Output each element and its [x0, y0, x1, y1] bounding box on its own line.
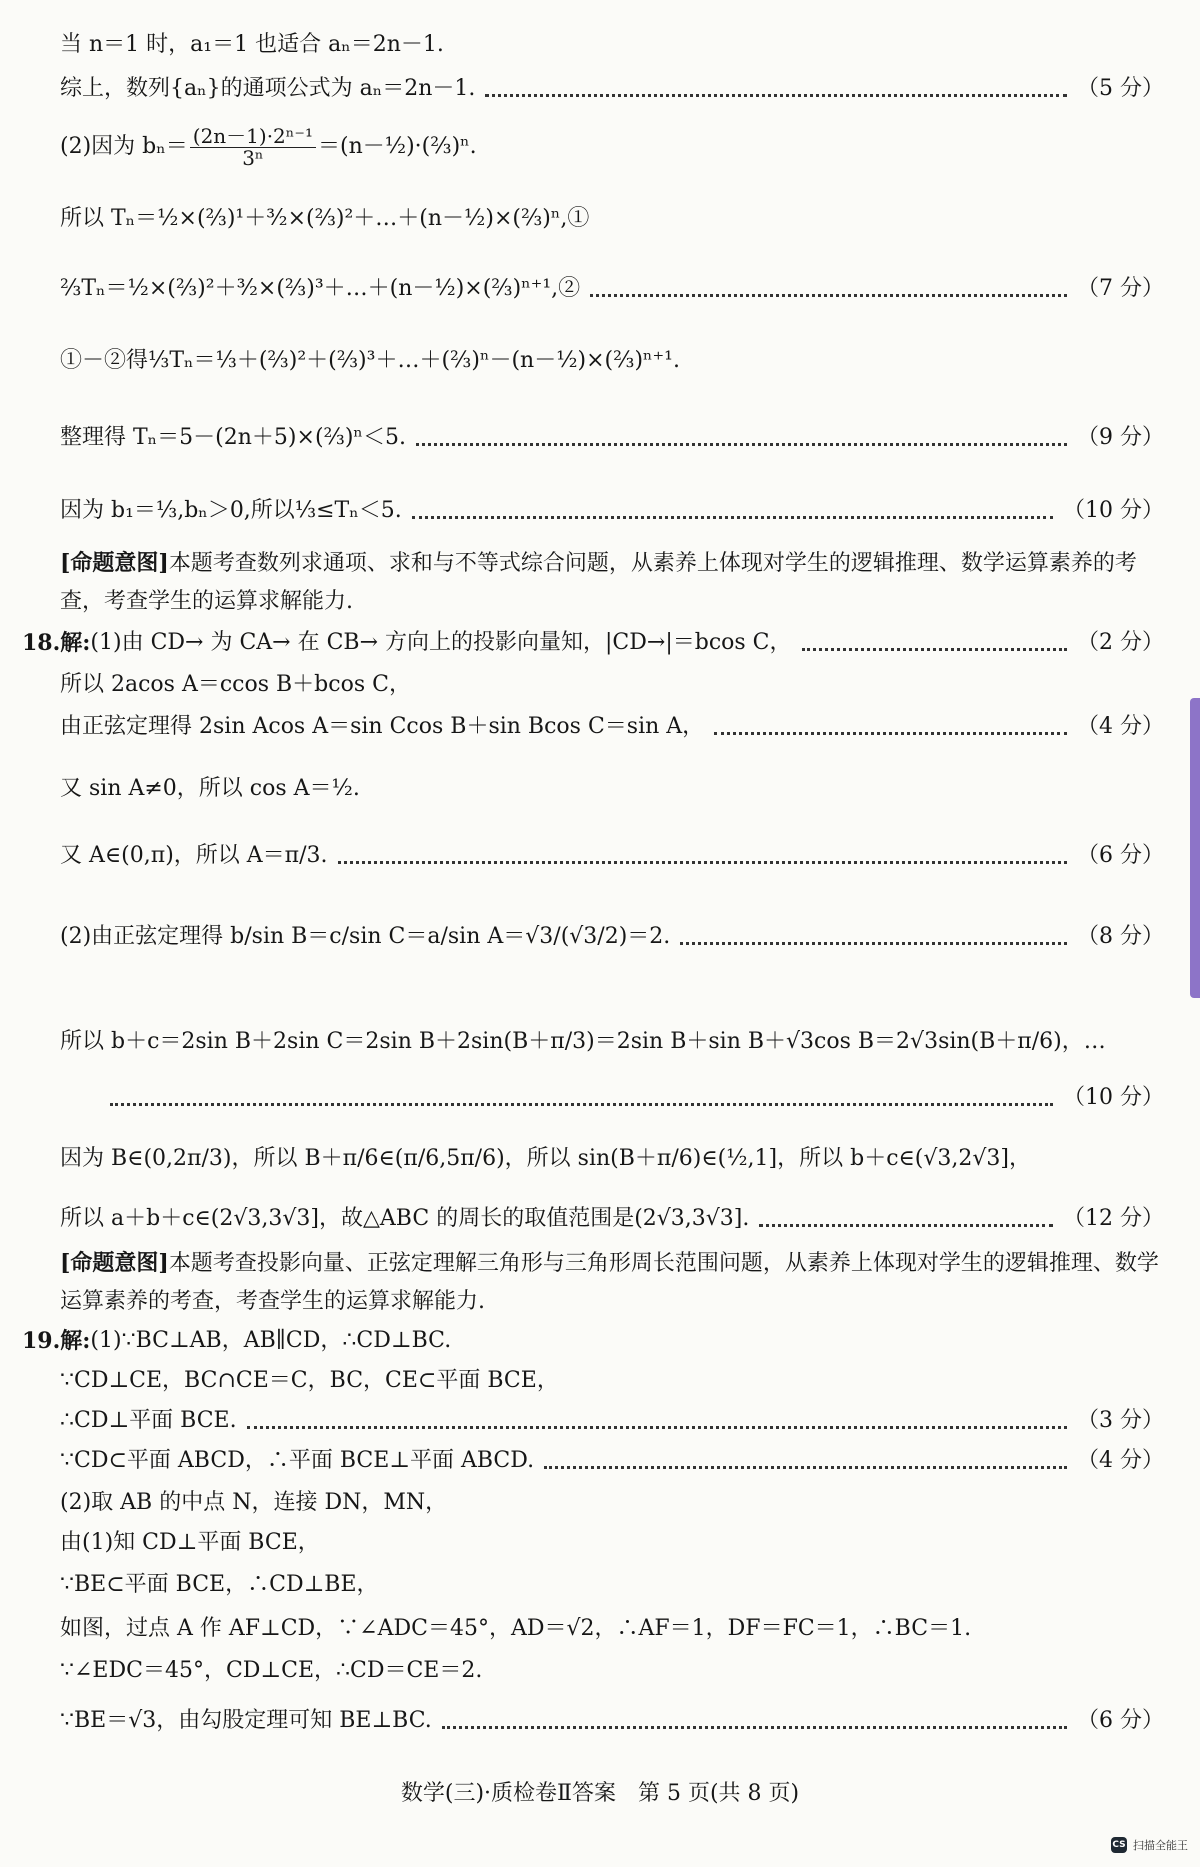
score-label: （6 分）	[1077, 843, 1164, 868]
dot-leader	[416, 443, 1067, 446]
score-label: （4 分）	[1077, 1448, 1164, 1473]
text: ∵CD⊥CE，BC∩CE＝C，BC，CE⊂平面 BCE，	[60, 1368, 559, 1393]
scored-line	[60, 496, 1164, 526]
text-line	[60, 1027, 1164, 1057]
text-line	[60, 1570, 1164, 1600]
text: 所以 b＋c＝2sin B＋2sin C＝2sin B＋2sin(B＋π/3)＝2sin B＋sin B＋√3cos B＝2√3sin(B＋π/6)，…	[60, 1029, 1106, 1054]
text-line	[60, 1528, 1164, 1558]
dot-leader	[714, 732, 1067, 735]
scored-line	[60, 1446, 1164, 1476]
solution-label: 解:	[60, 1328, 91, 1354]
text-line	[60, 1614, 1164, 1644]
text-line	[60, 670, 1164, 700]
text: 又 sin A≠0，所以 cos A＝½.	[60, 776, 360, 801]
text: 综上，数列{aₙ}的通项公式为 aₙ＝2n－1.	[60, 76, 476, 101]
dot-leader	[412, 516, 1053, 519]
page-footer: 数学(三)·质检卷Ⅱ答案 第 5 页(共 8 页)	[400, 1781, 800, 1806]
score-label: （7 分）	[1077, 276, 1164, 301]
scored-line	[60, 274, 1164, 304]
text-line	[60, 1488, 1164, 1518]
score-label: （4 分）	[1077, 714, 1164, 739]
text: 又 A∈(0,π)，所以 A＝π/3.	[60, 843, 328, 868]
text: 如图，过点 A 作 AF⊥CD，∵∠ADC＝45°，AD＝√2，∴AF＝1，DF＝FC＝1，∴BC＝1.	[60, 1616, 972, 1641]
text: 因为 B∈(0,2π/3)，所以 B＋π/6∈(π/6,5π/6)，所以 sin(B＋π/6)∈(½,1]，所以 b＋c∈(√3,2√3]，	[60, 1146, 1031, 1171]
text: ∴CD⊥平面 BCE.	[60, 1408, 237, 1433]
text-line	[60, 774, 1164, 804]
solution-label: 解:	[60, 630, 91, 656]
text: 所以 Tₙ＝½×(⅔)¹＋³⁄₂×(⅔)²＋…＋(n－½)×(⅔)ⁿ,①	[60, 206, 590, 231]
scored-line	[60, 1083, 1164, 1113]
score-label: （2 分）	[1077, 630, 1164, 655]
text: 由正弦定理得 2sin Acos A＝sin Ccos B＋sin Bcos C＝sin A，	[60, 714, 705, 739]
text: 所以 a＋b＋c∈(2√3,3√3]，故△ABC 的周长的取值范围是(2√3,3√3].	[60, 1206, 750, 1231]
scored-line	[60, 841, 1164, 871]
text-line	[60, 204, 1164, 234]
score-label: （12 分）	[1063, 1206, 1164, 1231]
dot-leader	[247, 1426, 1067, 1429]
score-label: （3 分）	[1077, 1408, 1164, 1433]
text: 当 n＝1 时，a₁＝1 也适合 aₙ＝2n－1.	[60, 32, 444, 57]
scored-line	[22, 628, 1164, 658]
text: ⅔Tₙ＝½×(⅔)²＋³⁄₂×(⅔)³＋…＋(n－½)×(⅔)ⁿ⁺¹,②	[60, 276, 581, 301]
text-line	[22, 1326, 1164, 1356]
scored-line	[60, 712, 1164, 742]
text-line	[60, 346, 1164, 376]
dot-leader	[338, 861, 1067, 864]
text: ∵BE＝√3，由勾股定理可知 BE⊥BC.	[60, 1708, 432, 1733]
text: ∵CD⊂平面 ABCD，∴平面 BCE⊥平面 ABCD.	[60, 1448, 535, 1473]
text-line	[60, 1144, 1164, 1174]
dot-leader	[590, 294, 1067, 297]
numerator: (2n－1)·2ⁿ⁻¹	[190, 126, 316, 148]
scanner-watermark	[1111, 1837, 1188, 1853]
dot-leader	[110, 1103, 1053, 1106]
score-label: （9 分）	[1077, 425, 1164, 450]
text-line	[60, 124, 1164, 170]
text: (2)因为 bₙ＝	[60, 134, 188, 159]
score-label: （10 分）	[1063, 1085, 1164, 1110]
text: 因为 b₁＝⅓,bₙ＞0,所以⅓≤Tₙ＜5.	[60, 498, 402, 523]
watermark-text: 扫描全能王	[1133, 1839, 1188, 1852]
fraction	[190, 123, 316, 170]
dot-leader	[680, 942, 1067, 945]
note-text: 本题考查投影向量、正弦定理解三角形与三角形周长范围问题，从素养上体现对学生的逻辑推理、数学运算素养的考查，考查学生的运算求解能力.	[60, 1251, 1159, 1314]
scored-line	[60, 74, 1164, 104]
scored-line	[60, 1406, 1164, 1436]
text: 所以 2acos A＝ccos B＋bcos C，	[60, 672, 411, 697]
dot-leader	[802, 648, 1067, 651]
camscanner-icon: CS	[1111, 1837, 1127, 1853]
text: (1)由 CD→ 为 CA→ 在 CB→ 方向上的投影向量知，|CD→|＝bcos C，	[90, 630, 792, 655]
text: ＝(n－½)·(⅔)ⁿ.	[318, 134, 477, 159]
text-line	[60, 30, 1164, 60]
scored-line	[60, 1204, 1164, 1234]
text: ∵∠EDC＝45°，CD⊥CE，∴CD＝CE＝2.	[60, 1658, 483, 1683]
score-label: （5 分）	[1077, 76, 1164, 101]
text: (2)取 AB 的中点 N，连接 DN，MN，	[60, 1490, 448, 1515]
dot-leader	[759, 1224, 1053, 1227]
score-label: （6 分）	[1077, 1708, 1164, 1733]
text-line	[60, 1366, 1164, 1396]
question-number: 18.	[22, 630, 61, 656]
text: (1)∵BC⊥AB，AB∥CD，∴CD⊥BC.	[90, 1328, 452, 1353]
text-line	[60, 1656, 1164, 1686]
dot-leader	[485, 94, 1067, 97]
dot-leader	[442, 1726, 1067, 1729]
question-number: 19.	[22, 1328, 61, 1354]
text: ①－②得⅓Tₙ＝⅓＋(⅔)²＋(⅔)³＋…＋(⅔)ⁿ－(n－½)×(⅔)ⁿ⁺¹.	[60, 348, 680, 373]
note-tag: [命题意图]	[60, 1250, 169, 1276]
score-label: （10 分）	[1063, 498, 1164, 523]
page-edge-tab	[1190, 698, 1200, 998]
scored-line	[60, 922, 1164, 952]
text: ∵BE⊂平面 BCE，∴CD⊥BE，	[60, 1572, 379, 1597]
scored-line	[60, 423, 1164, 453]
scored-line	[60, 1706, 1164, 1736]
text: 整理得 Tₙ＝5－(2n＋5)×(⅔)ⁿ＜5.	[60, 425, 406, 450]
note-text: 本题考查数列求通项、求和与不等式综合问题，从素养上体现对学生的逻辑推理、数学运算素养的考查，考查学生的运算求解能力.	[60, 551, 1137, 614]
dot-leader	[544, 1466, 1067, 1469]
denominator: 3ⁿ	[242, 145, 264, 170]
score-label: （8 分）	[1077, 924, 1164, 949]
intent-note	[60, 1244, 1174, 1321]
text: (2)由正弦定理得 b/sin B＝c/sin C＝a/sin A＝√3/(√3/2)＝2.	[60, 924, 671, 949]
text: 由(1)知 CD⊥平面 BCE，	[60, 1530, 320, 1555]
note-tag: [命题意图]	[60, 550, 169, 576]
intent-note	[60, 544, 1174, 621]
